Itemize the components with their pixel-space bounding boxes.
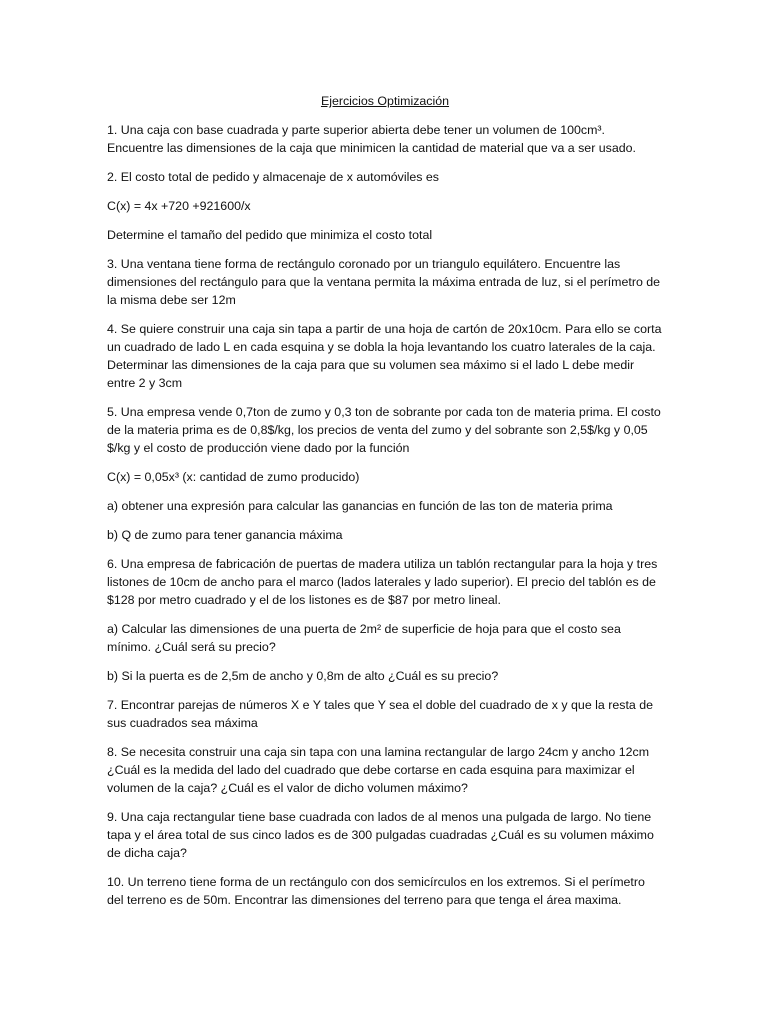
exercise-5-formula: C(x) = 0,05x³ (x: cantidad de zumo producido) [107, 470, 360, 484]
exercise-6: 6. Una empresa de fabricación de puertas de madera utiliza un tablón rectangular para la hoja y tres listones de 10cm de ancho para el marco (lados laterales y lado superior). El precio del tablón es de $128 por metro cuadrado y el de los listones es de $87 por metro lineal. [107, 557, 658, 607]
exercise-2-formula: C(x) = 4x +720 +921600/x [107, 199, 251, 213]
exercise-5: 5. Una empresa vende 0,7ton de zumo y 0,3 ton de sobrante por cada ton de materia prima. El costo de la materia prima es de 0,8$/kg, los precios de venta del zumo y del sobrante son 2,5$/kg y 0,05 $/kg y el costo de producción viene dado por la función [107, 405, 661, 455]
exercise-1: 1. Una caja con base cuadrada y parte superior abierta debe tener un volumen de 100cm³. Encuentre las dimensiones de la caja que minimicen la cantidad de material que va a ser usado. [107, 123, 636, 155]
exercise-2-question: Determine el tamaño del pedido que minimiza el costo total [107, 228, 433, 242]
exercise-3: 3. Una ventana tiene forma de rectángulo coronado por un triangulo equilátero. Encuentre las dimensiones del rectángulo para que la ventana permita la máxima entrada de luz, si el perímetro de la misma debe ser 12m [107, 257, 661, 307]
exercise-2: 2. El costo total de pedido y almacenaje de x automóviles es [107, 170, 439, 184]
exercise-4: 4. Se quiere construir una caja sin tapa a partir de una hoja de cartón de 20x10cm. Para ello se corta un cuadrado de lado L en cada esquina y se dobla la hoja levantando los cuatro laterales de la caja. Determinar las dimensiones de la caja para que su volumen sea máximo si el lado L debe medir entre 2 y 3cm [107, 322, 662, 390]
exercise-9: 9. Una caja rectangular tiene base cuadrada con lados de al menos una pulgada de largo. No tiene tapa y el área total de sus cinco lados es de 300 pulgadas cuadradas ¿Cuál es su volumen máximo de dicha caja? [107, 810, 654, 860]
document-body [107, 92, 663, 920]
exercise-5-part-b: b) Q de zumo para tener ganancia máxima [107, 528, 343, 542]
exercise-8: 8. Se necesita construir una caja sin tapa con una lamina rectangular de largo 24cm y ancho 12cm ¿Cuál es la medida del lado del cuadrado que debe cortarse en cada esquina para maximizar el volumen de la caja? ¿Cuál es el valor de dicho volumen máximo? [107, 745, 650, 795]
exercise-7: 7. Encontrar parejas de números X e Y tales que Y sea el doble del cuadrado de x y que la resta de sus cuadrados sea máxima [107, 698, 654, 730]
document-title: Ejercicios Optimización [320, 94, 450, 108]
exercise-10: 10. Un terreno tiene forma de un rectángulo con dos semicírculos en los extremos. Si el perímetro del terreno es de 50m. Encontrar las dimensiones del terreno para que tenga el área maxima. [107, 875, 645, 907]
exercise-6-part-a: a) Calcular las dimensiones de una puerta de 2m² de superficie de hoja para que el costo sea mínimo. ¿Cuál será su precio? [107, 622, 621, 654]
exercise-6-part-b: b) Si la puerta es de 2,5m de ancho y 0,8m de alto ¿Cuál es su precio? [107, 669, 499, 683]
exercise-5-part-a: a) obtener una expresión para calcular las ganancias en función de las ton de materia prima [107, 499, 613, 513]
